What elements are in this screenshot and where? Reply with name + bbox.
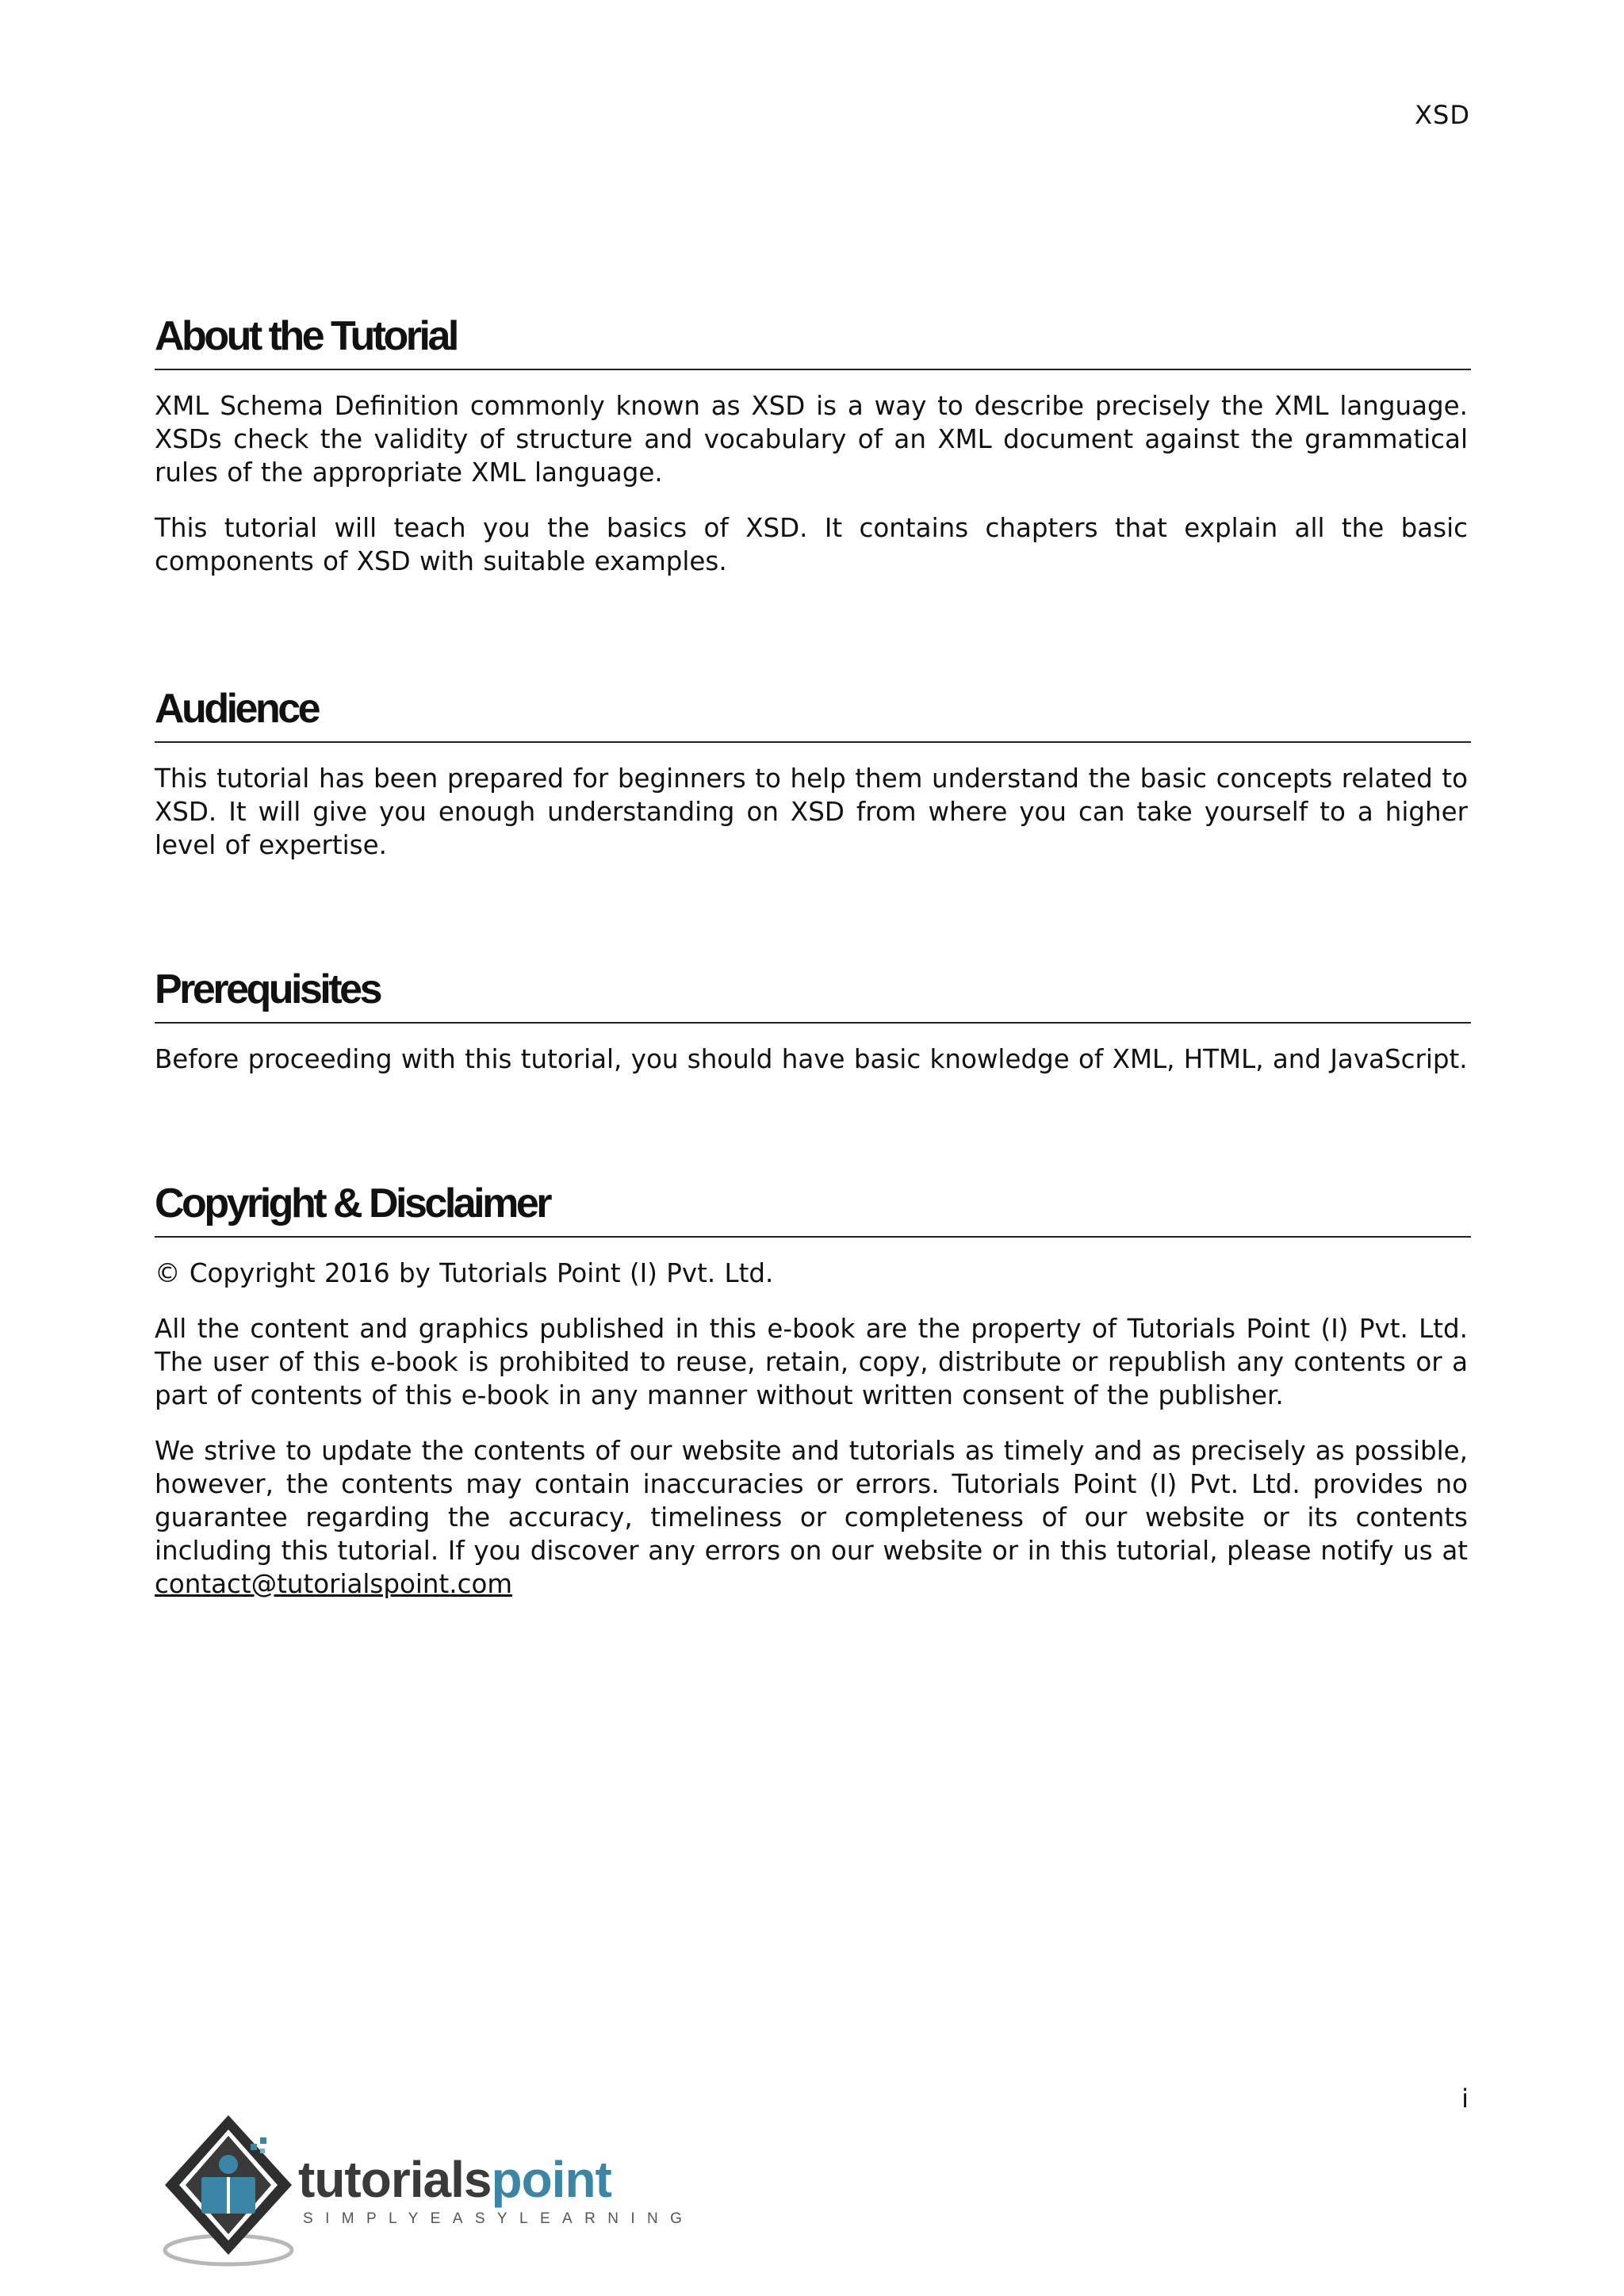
copyright-paragraph-1: All the content and graphics published in this e-book are the property of Tutorials Point (I) Pvt. Ltd. The user of this e-book is prohibited to reuse, retain, copy, distribute or republish any contents or a part of contents of this e-book in any manner without written consent of the publisher.: [155, 1314, 1468, 1410]
copyright-notice: © Copyright 2016 by Tutorials Point (I) Pvt. Ltd.: [155, 1258, 774, 1288]
page-content: [155, 305, 1471, 1601]
logo-wordmark-point: point: [491, 2151, 611, 2208]
section-audience: [155, 678, 1471, 862]
section-prerequisites: [155, 959, 1471, 1076]
section-heading-copyright: Copyright & Disclaimer: [155, 1173, 1471, 1238]
section-heading-audience: Audience: [155, 678, 1471, 743]
page-number: i: [1461, 2084, 1469, 2114]
contact-email-link[interactable]: contact@tutorialspoint.com: [155, 1569, 512, 1599]
tutorialspoint-logo-icon: [155, 2109, 298, 2267]
copyright-paragraph-2-text: We strive to update the contents of our website and tutorials as timely and as precisely as possible, however, the contents may contain inaccuracies or errors. Tutorials Point (I) Pvt. Ltd. provides no guarantee regarding the accuracy, timeliness or completeness of our website or its contents including this tutorial. If you discover any errors on our website or in this tutorial, please notify us at: [155, 1436, 1468, 1566]
logo-wordmark: [298, 2152, 611, 2207]
about-paragraph-2: This tutorial will teach you the basics of XSD. It contains chapters that explain all the basic components of XSD with suitable examples.: [155, 513, 1468, 576]
running-header: XSD: [1415, 100, 1470, 130]
logo-tagline: SIMPLYEASYLEARNING: [303, 2210, 695, 2227]
section-heading-about: About the Tutorial: [155, 305, 1471, 370]
section-heading-prerequisites: Prerequisites: [155, 959, 1471, 1024]
prerequisites-paragraph: Before proceeding with this tutorial, you should have basic knowledge of XML, HTML, and JavaScript.: [155, 1044, 1468, 1074]
logo-wordmark-tutorials: tutorials: [298, 2151, 492, 2208]
section-about: [155, 305, 1471, 578]
about-paragraph-1: XML Schema Definition commonly known as XSD is a way to describe precisely the XML language. XSDs check the validity of structure and vocabulary of an XML document against the grammatical rules of the appropriate XML language.: [155, 391, 1468, 488]
tutorialspoint-logo: [155, 2109, 695, 2267]
copyright-paragraph-2: [155, 1434, 1468, 1601]
audience-paragraph: This tutorial has been prepared for beginners to help them understand the basic concepts related to XSD. It will give you enough understanding on XSD from where you can take yourself to a higher level of expertise.: [155, 763, 1468, 860]
section-copyright: [155, 1173, 1471, 1601]
